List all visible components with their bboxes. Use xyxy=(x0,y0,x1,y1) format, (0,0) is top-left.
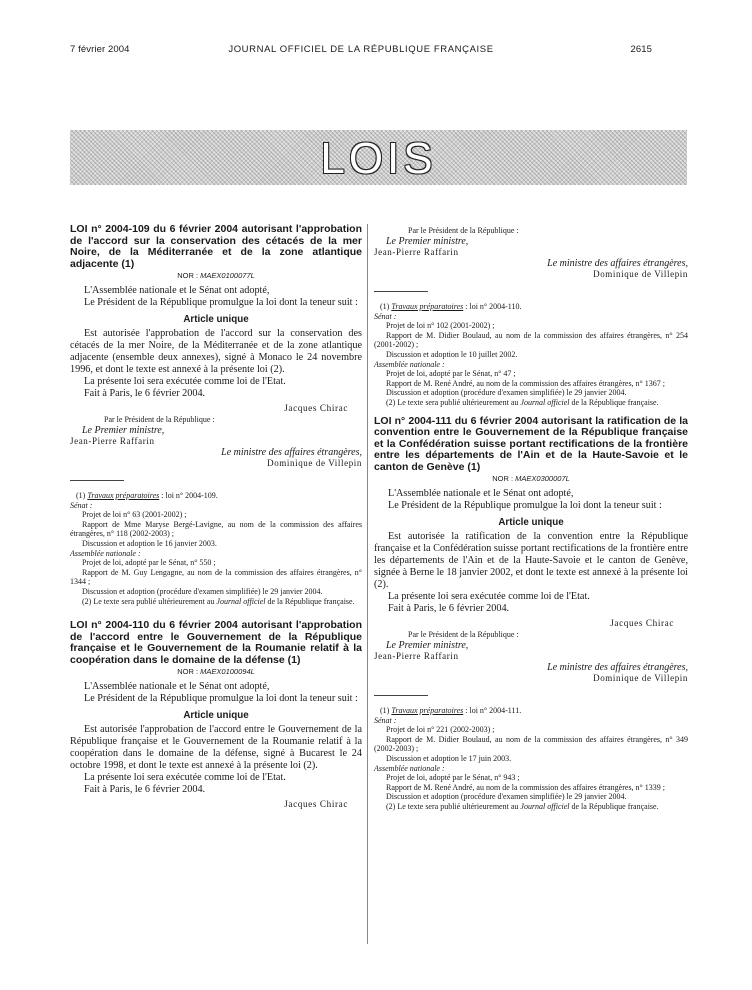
law-title: LOI n° 2004-109 du 6 février 2004 autorisant l'approbation de l'accord sur la conservation des cétacés de la mer Noire, de la Méditerranée et de la zone atlantique adjacente (1) xyxy=(70,223,362,270)
pm-name: Jean-Pierre Raffarin xyxy=(70,436,155,446)
senat-item: Discussion et adoption le 10 juillet 2002. xyxy=(386,349,518,359)
senat-heading: Sénat : xyxy=(374,715,397,725)
minister-title: Le ministre des affaires étrangères, xyxy=(221,447,362,458)
senat-item: Rapport de M. Didier Boulaud, au nom de la commission des affaires étrangères, n° 254 (2001-2002) ; xyxy=(374,330,688,350)
execution-clause: La présente loi sera exécutée comme loi de l'Etat. xyxy=(84,772,286,784)
promulgation-statement: Le Président de la République promulgue la loi dont la teneur suit : xyxy=(84,297,358,308)
publication-note xyxy=(70,597,362,607)
article-text: Est autorisée la ratification de la convention entre la République française et la Confédération suisse portant rectifications de la frontière entre les départements de l'Ain et de la Haute-Savoie et le canton de Genève, signée à Berne le 18 janvier 2002, et dont le texte est annexé à la présente loi (2). xyxy=(374,531,688,591)
footnote-number: (1) xyxy=(380,706,390,716)
note-journal: Journal officiel xyxy=(520,397,570,407)
senat-item: Projet de loi n° 221 (2002-2003) ; xyxy=(386,725,495,735)
assemblee-item: Projet de loi, adopté par le Sénat, n° 550 ; xyxy=(82,558,216,568)
senat-heading: Sénat : xyxy=(374,311,397,321)
spacer xyxy=(70,606,362,620)
assemblee-heading: Assemblée nationale : xyxy=(374,359,445,369)
senat-item: Discussion et adoption le 17 juin 2003. xyxy=(386,754,512,763)
article-heading: Article unique xyxy=(183,314,249,325)
minister-name: Dominique de Villepin xyxy=(593,269,688,279)
countersign-lead: Par le Président de la République : xyxy=(408,630,519,640)
assemblee-item: Projet de loi, adopté par le Sénat, n° 943 ; xyxy=(386,773,520,783)
left-column xyxy=(70,224,362,809)
assemblee-heading: Assemblée nationale : xyxy=(70,548,141,558)
note-text: de la République française. xyxy=(265,596,355,606)
senat-item: Discussion et adoption le 16 janvier 2003. xyxy=(82,538,217,548)
senat-item: Projet de loi n° 102 (2001-2002) ; xyxy=(386,321,495,331)
article-text: Est autorisée l'approbation de l'accord entre le Gouvernement de la République française et le Gouvernement de la Roumanie relatif à la coopération dans le domaine de la défense, signé à Bucarest le 24 octobre 1998, et dont le texte est annexé à la présente loi (2). xyxy=(70,724,362,772)
footnote-travaux-label: Travaux préparatoires xyxy=(391,302,464,311)
minister-name: Dominique de Villepin xyxy=(267,458,362,468)
assemblee-item: Discussion et adoption (procédure d'examen simplifiée) le 29 janvier 2004. xyxy=(82,586,323,596)
law-2004-110-continued xyxy=(374,226,688,408)
assemblee-item: Rapport de M. Guy Lengagne, au nom de la commission des affaires étrangères, n° 1344 ; xyxy=(70,567,362,587)
column-divider xyxy=(367,224,368,944)
adoption-statement: L'Assemblée nationale et le Sénat ont adopté, xyxy=(388,488,574,500)
nor-code: MAEX0100077L xyxy=(200,271,255,280)
page-header xyxy=(70,44,652,58)
page-number: 2615 xyxy=(630,44,652,55)
pm-title: Le Premier ministre, xyxy=(386,640,469,652)
footnote-number: (1) xyxy=(380,302,390,311)
execution-clause: La présente loi sera exécutée comme loi de l'Etat. xyxy=(84,376,286,387)
minister-title: Le ministre des affaires étrangères, xyxy=(547,662,688,674)
signer-name: Jacques Chirac xyxy=(284,403,348,413)
assemblee-item: Projet de loi, adopté par le Sénat, n° 47 ; xyxy=(386,369,516,379)
note-text: (2) Le texte sera publié ultérieurement au xyxy=(386,801,521,811)
footnote-loi: : loi n° 2004-110. xyxy=(465,302,522,311)
signer-name: Jacques Chirac xyxy=(610,618,674,629)
nor-code: MAEX0100094L xyxy=(200,667,255,677)
pm-name: Jean-Pierre Raffarin xyxy=(374,247,459,257)
footnote-number: (1) xyxy=(76,491,86,500)
pm-name: Jean-Pierre Raffarin xyxy=(374,651,459,662)
nor-label: NOR : xyxy=(177,271,199,280)
signer-name: Jacques Chirac xyxy=(284,799,348,810)
note-text: de la République française. xyxy=(569,801,659,811)
publication-note xyxy=(374,802,688,812)
article-heading: Article unique xyxy=(498,517,564,529)
law-title: LOI n° 2004-110 du 6 février 2004 autorisant l'approbation de l'accord entre le Gouvernement de la République française et le Gouvernement de la Roumanie relatif à la coopération dans le domaine de la défense (1) xyxy=(70,619,362,666)
pm-title: Le Premier ministre, xyxy=(82,425,165,436)
assemblee-item: Rapport de M. René André, au nom de la commission des affaires étrangères, n° 1339 ; xyxy=(386,782,665,792)
nor-reference xyxy=(70,271,362,280)
countersign-lead: Par le Président de la République : xyxy=(104,415,215,424)
promulgation-statement: Le Président de la République promulgue la loi dont la teneur suit : xyxy=(388,500,662,512)
law-title: LOI n° 2004-111 du 6 février 2004 autorisant la ratification de la convention entre le Gouvernement de la République française et la Confédération suisse portant rectifications de la frontière entre les départements de l'Ain et de la Haute-Savoie et le canton de Genève (1) xyxy=(374,414,688,473)
publication-note xyxy=(374,398,688,408)
journal-title: JOURNAL OFFICIEL DE LA RÉPUBLIQUE FRANÇAISE xyxy=(228,44,494,55)
note-text: (2) Le texte sera publié ultérieurement au xyxy=(386,397,521,407)
assemblee-item: Discussion et adoption (procédure d'examen simplifiée) le 29 janvier 2004. xyxy=(386,792,627,802)
nor-label: NOR : xyxy=(492,474,514,484)
footnote-rule xyxy=(70,480,124,481)
countersign-lead: Par le Président de la République : xyxy=(408,226,519,235)
done-at: Fait à Paris, le 6 février 2004. xyxy=(84,784,206,796)
footnote-travaux xyxy=(374,706,688,716)
pm-title: Le Premier ministre, xyxy=(386,236,469,247)
execution-clause: La présente loi sera exécutée comme loi de l'Etat. xyxy=(388,591,590,603)
nor-reference xyxy=(70,667,362,676)
assemblee-heading: Assemblée nationale : xyxy=(374,763,445,773)
section-banner xyxy=(70,130,687,185)
footnote-loi: : loi n° 2004-111. xyxy=(465,706,522,716)
right-column xyxy=(374,224,688,812)
assemblee-item: Rapport de M. René André, au nom de la commission des affaires étrangères, n° 1367 ; xyxy=(386,378,665,388)
done-at: Fait à Paris, le 6 février 2004. xyxy=(388,603,510,615)
footnote-rule xyxy=(374,695,428,696)
senat-item: Rapport de Mme Maryse Bergé-Lavigne, au nom de la commission des affaires étrangères, n° 118 (2002-2003) ; xyxy=(70,519,362,539)
law-2004-110 xyxy=(70,620,362,809)
article-heading: Article unique xyxy=(183,710,249,722)
footnote-rule xyxy=(374,291,428,292)
assemblee-item: Discussion et adoption (procédure d'examen simplifiée) le 29 janvier 2004. xyxy=(386,388,627,398)
minister-title: Le ministre des affaires étrangères, xyxy=(547,258,688,269)
footnote-travaux-label: Travaux préparatoires xyxy=(391,706,464,716)
law-2004-109 xyxy=(70,224,362,606)
adoption-statement: L'Assemblée nationale et le Sénat ont adopté, xyxy=(84,285,270,296)
senat-heading: Sénat : xyxy=(70,500,93,510)
nor-label: NOR : xyxy=(177,667,199,677)
section-title: LOIS xyxy=(320,134,437,183)
minister-name: Dominique de Villepin xyxy=(593,673,688,684)
footnote-travaux xyxy=(70,491,362,501)
footnote-loi: : loi n° 2004-109. xyxy=(161,491,218,500)
article-text: Est autorisée l'approbation de l'accord sur la conservation des cétacés de la mer Noire, de la Méditerranée et de la zone atlantique adjacente (ensemble deux annexes), signé à Monaco le 24 novembre 1996, et dont le texte est annexé à la présente loi (2). xyxy=(70,328,362,375)
senat-item: Projet de loi n° 63 (2001-2002) ; xyxy=(82,510,187,520)
note-journal: Journal officiel xyxy=(216,596,266,606)
law-2004-111 xyxy=(374,416,688,812)
promulgation-statement: Le Président de la République promulgue la loi dont la teneur suit : xyxy=(84,693,358,705)
footnote-travaux-label: Travaux préparatoires xyxy=(87,491,160,500)
note-journal: Journal officiel xyxy=(520,801,570,811)
nor-code: MAEX0300007L xyxy=(515,474,570,484)
done-at: Fait à Paris, le 6 février 2004. xyxy=(84,388,206,399)
issue-date: 7 février 2004 xyxy=(70,44,130,55)
note-text: (2) Le texte sera publié ultérieurement au xyxy=(82,596,217,606)
nor-reference xyxy=(374,474,688,483)
note-text: de la République française. xyxy=(569,397,659,407)
adoption-statement: L'Assemblée nationale et le Sénat ont adopté, xyxy=(84,681,270,693)
senat-item: Rapport de M. Didier Boulaud, au nom de la commission des affaires étrangères, n° 349 (2002-2003) ; xyxy=(374,734,688,754)
footnote-travaux xyxy=(374,302,688,312)
